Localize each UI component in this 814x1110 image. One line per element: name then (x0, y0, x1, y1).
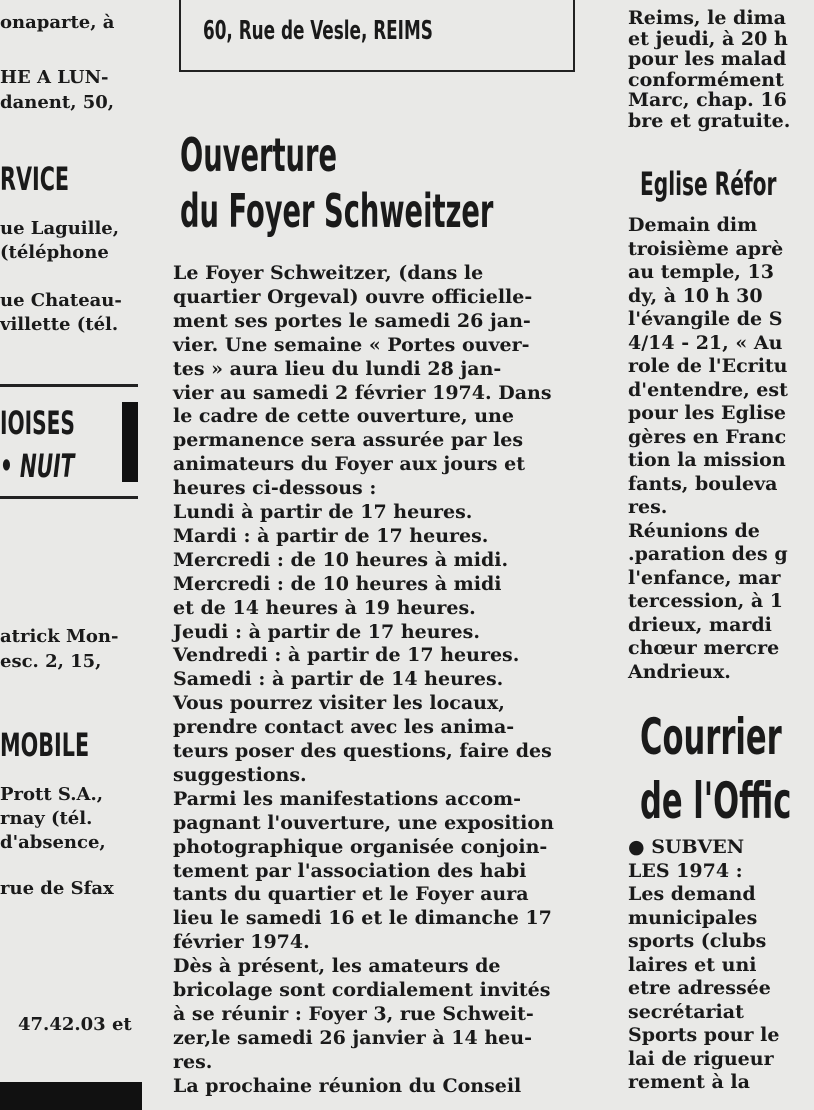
text-line: Reims, le dima (628, 7, 786, 29)
text-line: Sports pour le (628, 1024, 780, 1046)
text-line: l'évangile de S (628, 308, 783, 330)
text-line: Jeudi : à partir de 17 heures. (173, 620, 480, 643)
text-line: gères en Franc (628, 425, 787, 448)
address-box (179, 0, 575, 72)
text-line: municipales (628, 906, 758, 929)
text-line: et de 14 heures à 19 heures. (173, 596, 476, 619)
section-heading: • NUIT (0, 447, 75, 485)
text-line: 4/14 - 21, « Au (628, 331, 783, 354)
text-line: tes » aura lieu du lundi 28 jan- (173, 357, 502, 380)
text-line: Samedi : à partir de 14 heures. (173, 668, 504, 691)
text-line: Le Foyer Schweitzer, (dans le (173, 262, 484, 284)
text-line: sports (clubs (628, 930, 767, 952)
text-line: ue Chateau- (0, 290, 122, 311)
text-line: 47.42.03 et (18, 1014, 132, 1035)
section-heading: Eglise Réfor (640, 165, 777, 203)
text-line: photographique organisée conjoin- (173, 835, 548, 858)
text-line: esc. 2, 15, (0, 651, 102, 672)
text-line: secrétariat (628, 1000, 744, 1023)
article-title: Ouverture (180, 128, 337, 182)
text-line: rue de Sfax (0, 878, 114, 899)
section-heading: RVICE (0, 160, 70, 198)
text-line: d'absence, (0, 832, 106, 853)
text-line: quartier Orgeval) ouvre officielle- (173, 285, 533, 308)
text-line: laires et uni (628, 953, 757, 976)
left-column (0, 0, 148, 1110)
text-line: et jeudi, à 20 h (628, 27, 788, 50)
text-line: à se réunir : Foyer 3, rue Schweit- (173, 1002, 534, 1025)
text-line: au temple, 13 (628, 261, 774, 283)
text-line: prendre contact avec les anima- (173, 716, 515, 739)
text-line: vier au samedi 2 février 1974. Dans (173, 381, 552, 404)
text-line: heures ci-dessous : (173, 477, 377, 500)
middle-column (165, 0, 610, 1110)
text-line: pagnant l'ouverture, une exposition (173, 811, 554, 834)
text-line: Vous pourrez visiter les locaux, (173, 692, 505, 715)
text-line: Mercredi : de 10 heures à midi. (173, 548, 509, 571)
text-line: Mardi : à partir de 17 heures. (173, 524, 489, 547)
text-line: Demain dim (628, 214, 758, 236)
text-line: (téléphone (0, 242, 109, 263)
text-line: Andrieux. (628, 660, 731, 683)
text-line: villette (tél. (0, 314, 119, 335)
text-line: bricolage sont cordialement invités (173, 979, 551, 1001)
text-line: Parmi les manifestations accom- (173, 787, 522, 810)
text-line: Vendredi : à partir de 17 heures. (173, 644, 520, 667)
text-line: zer,le samedi 26 janvier à 14 heu- (173, 1026, 532, 1049)
text-line: ● SUBVEN (628, 836, 745, 858)
text-line: vier. Une semaine « Portes ouver- (173, 333, 530, 356)
text-line: pour les Eglise (628, 402, 787, 424)
text-line: La prochaine réunion du Conseil (173, 1074, 522, 1097)
text-line: tion la mission (628, 449, 786, 471)
text-line: Mercredi : de 10 heures à midi (173, 572, 502, 595)
text-line: res. (628, 496, 668, 518)
divider (0, 496, 138, 499)
text-line: atrick Mon- (0, 626, 119, 647)
text-line: drieux, mardi (628, 613, 772, 636)
text-line: fants, bouleva (628, 472, 778, 495)
decorative-bar (122, 402, 138, 482)
text-line: dy, à 10 h 30 (628, 284, 763, 307)
text-line: chœur mercre (628, 637, 780, 659)
text-line: ue Laguille, (0, 218, 120, 239)
divider (0, 384, 138, 387)
text-line: teurs poser des questions, faire des (173, 740, 552, 762)
text-line: Dès à présent, les amateurs de (173, 955, 501, 978)
text-line: bre et gratuite. (628, 109, 791, 132)
text-line: .paration des g (628, 543, 788, 565)
text-line: tants du quartier et le Foyer aura (173, 883, 529, 906)
text-line: suggestions. (173, 763, 307, 786)
text-line: animateurs du Foyer aux jours et (173, 453, 525, 476)
text-line: ment ses portes le samedi 26 jan- (173, 309, 531, 332)
text-line: Lundi à partir de 17 heures. (173, 501, 473, 523)
text-line: Réunions de (628, 519, 760, 542)
text-line: d'entendre, est (628, 378, 788, 401)
text-line: etre adressée (628, 977, 771, 999)
article-title: Courrier (640, 708, 782, 766)
text-line: Marc, chap. 16 (628, 89, 787, 111)
text-line: février 1974. (173, 931, 310, 954)
decorative-bar (0, 1082, 142, 1110)
text-line: tercession, à 1 (628, 590, 784, 612)
text-line: pour les malad (628, 48, 787, 70)
text-line: rement à la (628, 1071, 750, 1093)
text-line: conformément (628, 68, 784, 91)
text-line: l'enfance, mar (628, 566, 781, 589)
text-line: lai de rigueur (628, 1047, 774, 1070)
right-column (622, 0, 814, 1110)
text-line: Prott S.A., (0, 784, 104, 805)
address-text: 60, Rue de Vesle, REIMS (203, 16, 433, 46)
article-title: du Foyer Schweitzer (180, 184, 494, 238)
text-line: res. (173, 1050, 213, 1073)
section-heading: MOBILE (0, 726, 90, 764)
text-line: permanence sera assurée par les (173, 429, 524, 452)
text-line: role de l'Ecritu (628, 355, 788, 377)
text-line: troisième aprè (628, 237, 784, 260)
text-line: onaparte, à (0, 12, 115, 33)
text-line: tement par l'association des habi (173, 859, 527, 882)
text-line: rnay (tél. (0, 808, 93, 829)
text-line: HE A LUN- (0, 67, 109, 88)
text-line: Les demand (628, 883, 756, 905)
text-line: danent, 50, (0, 92, 115, 113)
text-line: LES 1974 : (628, 859, 743, 882)
section-heading: IOISES (0, 404, 75, 442)
article-title: de l'Offic (640, 772, 792, 830)
text-line: le cadre de cette ouverture, une (173, 405, 514, 428)
text-line: lieu le samedi 16 et le dimanche 17 (173, 907, 552, 930)
